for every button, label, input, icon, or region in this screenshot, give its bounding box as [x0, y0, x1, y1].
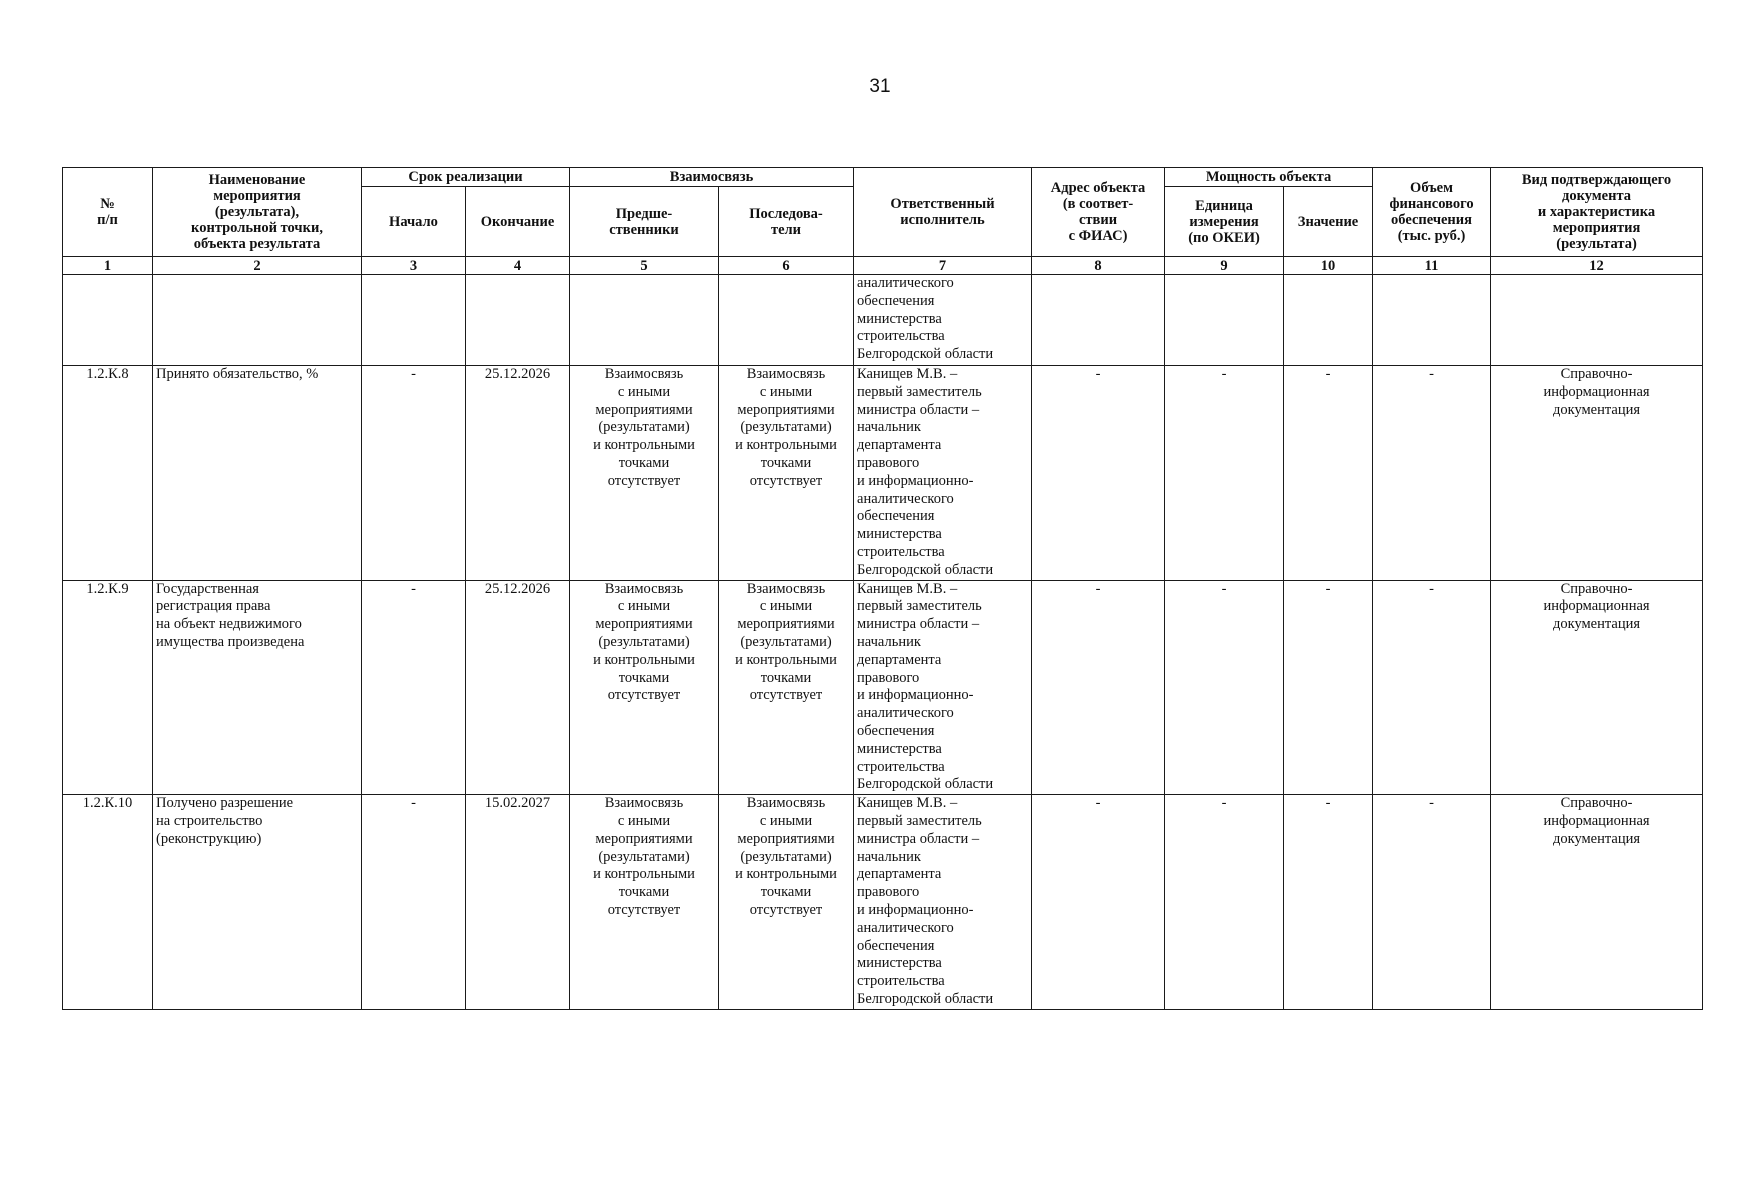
column-number: 5 — [570, 257, 719, 275]
header-relation: Взаимосвязь — [570, 168, 854, 187]
row-number: 1.2.К.8 — [63, 366, 153, 581]
executor-cell: Канищев М.В. – первый заместитель министра области – начальник департамента правового и информационно- аналитического обеспечения министерства строительства Белгородской области — [854, 795, 1032, 1010]
successors-cell: Взаимосвязь с иными мероприятиями (результатами) и контрольными точками отсутствует — [719, 795, 854, 1010]
column-number: 1 — [63, 257, 153, 275]
header-doc-type: Вид подтверждающего документа и характеристика мероприятия (результата) — [1491, 168, 1703, 257]
header-value: Значение — [1284, 187, 1373, 257]
column-number: 7 — [854, 257, 1032, 275]
plan-table — [62, 167, 1703, 1010]
column-numbers-row — [63, 257, 1703, 275]
executor-cell: Канищев М.В. – первый заместитель министра области – начальник департамента правового и информационно- аналитического обеспечения министерства строительства Белгородской области — [854, 580, 1032, 795]
header-executor: Ответственный исполнитель — [854, 168, 1032, 257]
end-date: 25.12.2026 — [466, 366, 570, 581]
doc-type-cell: Справочно- информационная документация — [1491, 580, 1703, 795]
address-cell: - — [1032, 366, 1165, 581]
row-number: 1.2.К.10 — [63, 795, 153, 1010]
end-date: 25.12.2026 — [466, 580, 570, 795]
header-successors: Последова- тели — [719, 187, 854, 257]
value-cell: - — [1284, 795, 1373, 1010]
table-row — [63, 580, 1703, 795]
continuation-row — [63, 275, 1703, 366]
table-row — [63, 795, 1703, 1010]
doc-type-cell: Справочно- информационная документация — [1491, 795, 1703, 1010]
header-finance: Объем финансового обеспечения (тыс. руб.) — [1373, 168, 1491, 257]
column-number: 6 — [719, 257, 854, 275]
column-number: 4 — [466, 257, 570, 275]
start-date: - — [362, 580, 466, 795]
doc-type-cell: Справочно- информационная документация — [1491, 366, 1703, 581]
unit-cell: - — [1165, 580, 1284, 795]
unit-cell: - — [1165, 366, 1284, 581]
column-number: 8 — [1032, 257, 1165, 275]
header-address: Адрес объекта (в соответ- ствии с ФИАС) — [1032, 168, 1165, 257]
event-name: Получено разрешение на строительство (реконструкцию) — [153, 795, 362, 1010]
column-number: 3 — [362, 257, 466, 275]
page-number: 31 — [869, 76, 891, 97]
finance-cell: - — [1373, 795, 1491, 1010]
table-row — [63, 366, 1703, 581]
start-date: - — [362, 366, 466, 581]
event-name: Принято обязательство, % — [153, 366, 362, 581]
column-number: 9 — [1165, 257, 1284, 275]
successors-cell: Взаимосвязь с иными мероприятиями (результатами) и контрольными точками отсутствует — [719, 580, 854, 795]
finance-cell: - — [1373, 366, 1491, 581]
value-cell: - — [1284, 580, 1373, 795]
finance-cell: - — [1373, 580, 1491, 795]
end-date: 15.02.2027 — [466, 795, 570, 1010]
address-cell: - — [1032, 580, 1165, 795]
header-unit: Единица измерения (по ОКЕИ) — [1165, 187, 1284, 257]
unit-cell: - — [1165, 795, 1284, 1010]
column-number: 10 — [1284, 257, 1373, 275]
column-number: 2 — [153, 257, 362, 275]
column-number: 11 — [1373, 257, 1491, 275]
header-start: Начало — [362, 187, 466, 257]
predecessors-cell: Взаимосвязь с иными мероприятиями (результатами) и контрольными точками отсутствует — [570, 580, 719, 795]
header-predecessors: Предше- ственники — [570, 187, 719, 257]
event-name: Государственная регистрация права на объект недвижимого имущества произведена — [153, 580, 362, 795]
value-cell: - — [1284, 366, 1373, 581]
address-cell: - — [1032, 795, 1165, 1010]
executor-cell: аналитического обеспечения министерства строительства Белгородской области — [854, 275, 1032, 366]
header-capacity: Мощность объекта — [1165, 168, 1373, 187]
header-num: № п/п — [63, 168, 153, 257]
header-name: Наименование мероприятия (результата), контрольной точки, объекта результата — [153, 168, 362, 257]
predecessors-cell: Взаимосвязь с иными мероприятиями (результатами) и контрольными точками отсутствует — [570, 795, 719, 1010]
predecessors-cell: Взаимосвязь с иными мероприятиями (результатами) и контрольными точками отсутствует — [570, 366, 719, 581]
executor-cell: Канищев М.В. – первый заместитель министра области – начальник департамента правового и информационно- аналитического обеспечения министерства строительства Белгородской области — [854, 366, 1032, 581]
header-period: Срок реализации — [362, 168, 570, 187]
start-date: - — [362, 795, 466, 1010]
header-end: Окончание — [466, 187, 570, 257]
row-number: 1.2.К.9 — [63, 580, 153, 795]
column-number: 12 — [1491, 257, 1703, 275]
successors-cell: Взаимосвязь с иными мероприятиями (результатами) и контрольными точками отсутствует — [719, 366, 854, 581]
